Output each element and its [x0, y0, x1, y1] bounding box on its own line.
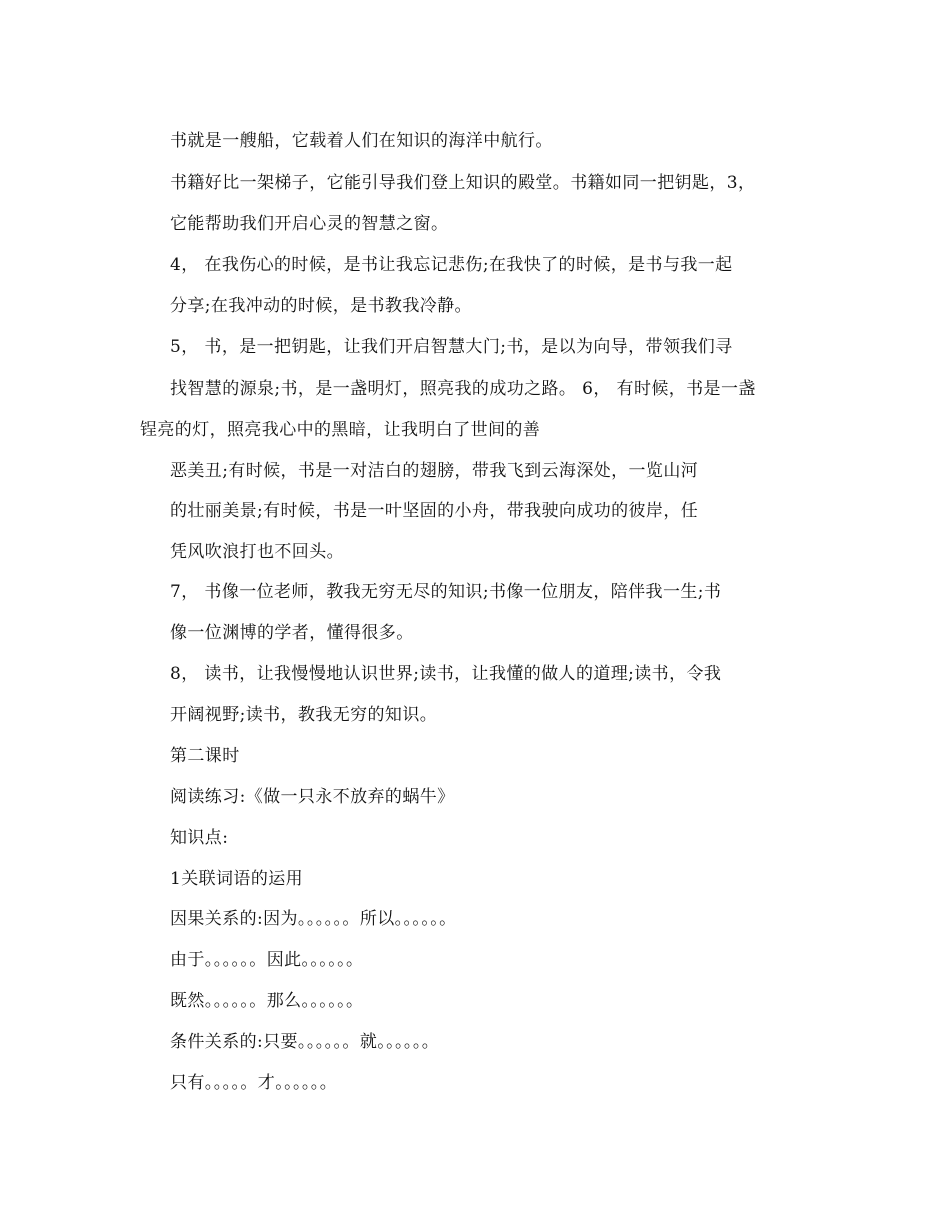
text-line: 像一位渊博的学者，懂得很多。 — [170, 623, 414, 643]
text-line: 只有。。。。。才。。。。。。 — [170, 1073, 338, 1093]
text-line: 知识点: — [170, 828, 229, 848]
text-line: 5， 书，是一把钥匙，让我们开启智慧大门;书，是以为向导，带领我们寻 — [170, 337, 733, 357]
text-line: 找智慧的源泉;书，是一盏明灯，照亮我的成功之路。 6， 有时候，书是一盏 — [170, 379, 756, 399]
text-line: 4， 在我伤心的时候，是书让我忘记悲伤;在我快了的时候，是书与我一起 — [170, 255, 733, 275]
text-line: 因果关系的:因为。。。。。。所以。。。。。。 — [170, 909, 457, 929]
text-line: 7， 书像一位老师，教我无穷无尽的知识;书像一位朋友，陪伴我一生;书 — [170, 582, 722, 602]
text-line: 锃亮的灯，照亮我心中的黑暗，让我明白了世间的善 — [140, 420, 541, 440]
text-line: 条件关系的:只要。。。。。。就。。。。。。 — [170, 1032, 440, 1052]
text-line: 的壮丽美景;有时候，书是一叶坚固的小舟，带我驶向成功的彼岸，任 — [170, 501, 699, 521]
text-line: 8， 读书，让我慢慢地认识世界;读书，让我懂的做人的道理;读书，令我 — [170, 664, 722, 684]
text-line: 凭风吹浪打也不回头。 — [170, 542, 344, 562]
text-line: 它能帮助我们开启心灵的智慧之窗。 — [170, 214, 449, 234]
text-line: 书籍好比一架梯子，它能引导我们登上知识的殿堂。书籍如同一把钥匙，3， — [170, 173, 756, 193]
text-line: 分享;在我冲动的时候，是书教我冷静。 — [170, 296, 472, 316]
text-line: 由于。。。。。。因此。。。。。。 — [170, 950, 364, 970]
section-heading: 第二课时 — [170, 746, 240, 766]
text-line: 恶美丑;有时候，书是一对洁白的翅膀，带我飞到云海深处，一览山河 — [170, 461, 699, 481]
text-line: 既然。。。。。。那么。。。。。。 — [170, 991, 364, 1011]
text-line: 书就是一艘船，它载着人们在知识的海洋中航行。 — [170, 131, 553, 151]
text-line: 开阔视野;读书，教我无穷的知识。 — [170, 705, 438, 725]
text-line: 1关联词语的运用 — [170, 869, 304, 889]
text-line: 阅读练习:《做一只永不放弃的蜗牛》 — [170, 787, 455, 807]
